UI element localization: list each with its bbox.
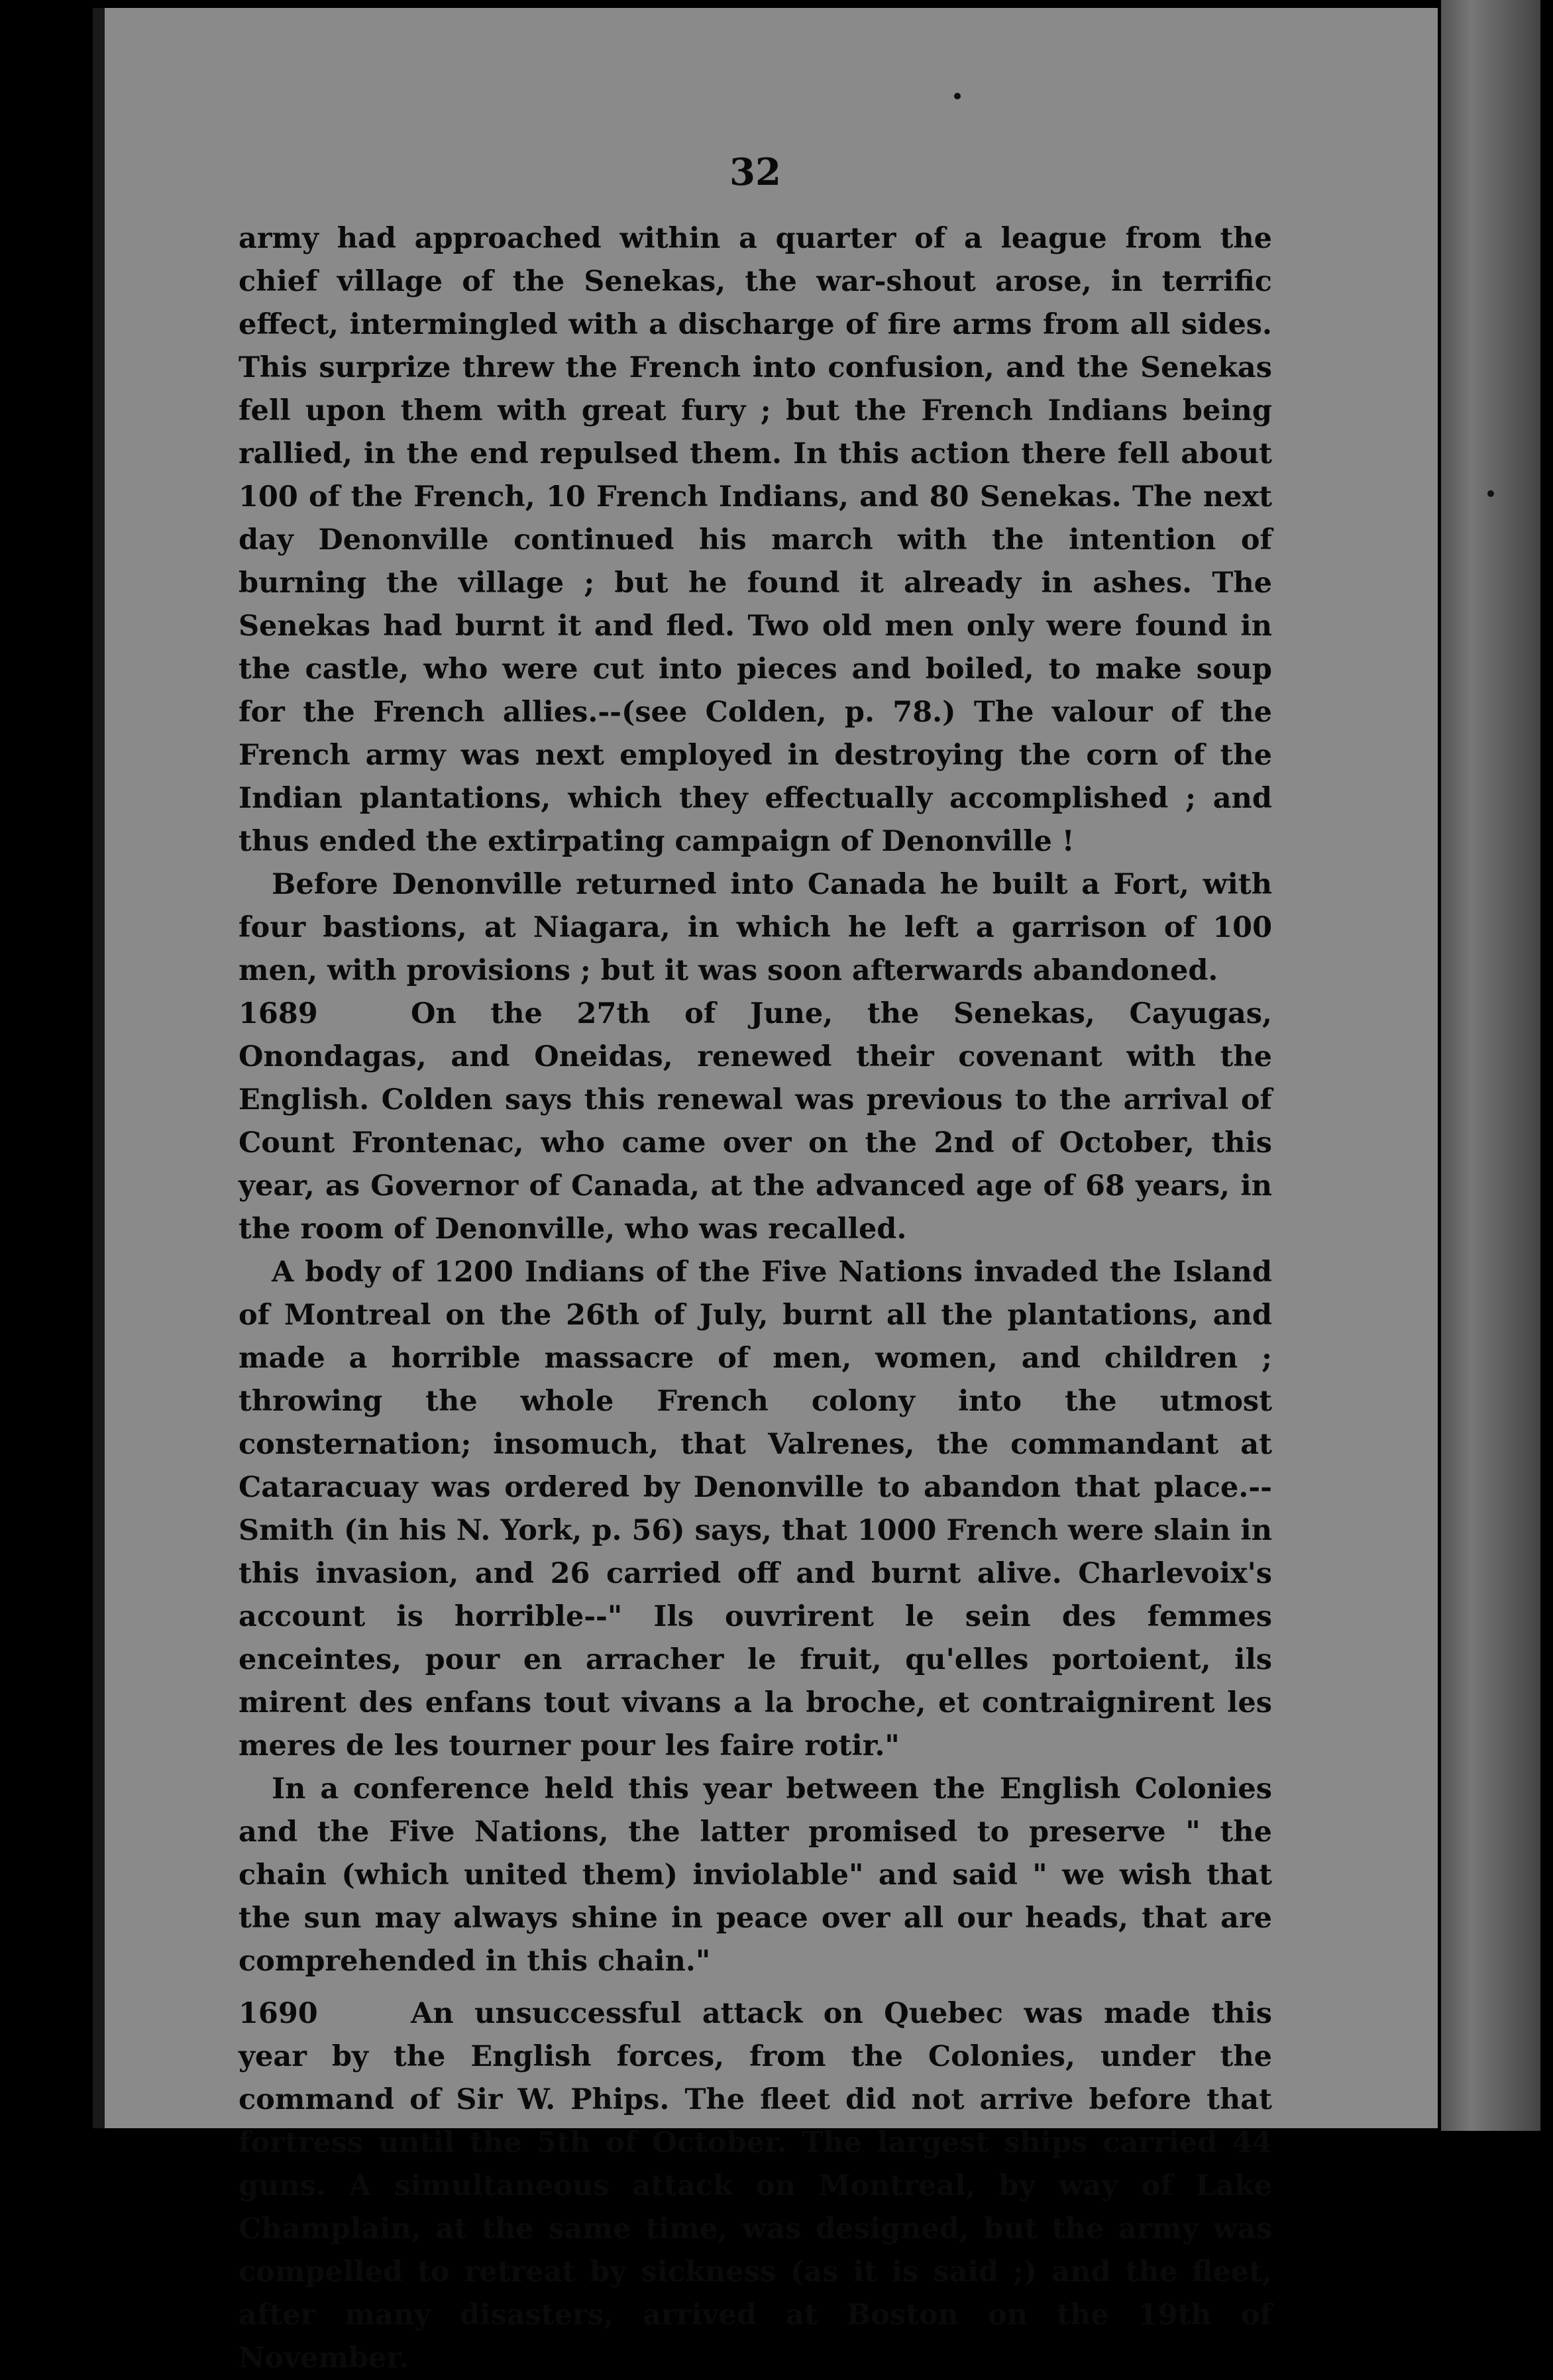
year-1690: 1690 — [239, 1997, 318, 2030]
ink-speck — [954, 93, 961, 99]
facing-page-edge — [1441, 0, 1540, 2131]
ink-speck — [1487, 490, 1494, 497]
paragraph-1690 — [239, 1992, 1272, 2380]
paragraph-4: A body of 1200 Indians of the Five Nations invaded the Island of Montreal on the 26th of July, burnt all the plantations, and made a horrible massacre of men, women, and children ; throwing the whole French colony into the utmost consternation; insomuch, that Valrenes, the commandant at Cataracuay was ordered by Denonville to abandon that place.--Smith (in his N. York, p. 56) says, that 1000 French were slain in this invasion, and 26 carried off and burnt alive. Charlevoix's account is horrible--" Ils ouvrirent le sein des femmes enceintes, pour en arracher le fruit, qu'elles portoient, ils mirent des enfans tout vivans a la broche, et contraignirent les meres de les tourner pour les faire rotir." — [239, 1256, 1272, 1762]
paragraph-1: army had approached within a quarter of a league from the chief village of the Senekas, the war-shout arose, in terrific effect, intermingled with a discharge of fire arms from all sides. This surprize threw the French into confusion, and the Senekas fell upon them with great fury ; but the French Indians being rallied, in the end repulsed them. In this action there fell about 100 of the French, 10 French Indians, and 80 Senekas. The next day Denonville continued his march with the intention of burning the village ; but he found it already in ashes. The Senekas had burnt it and fled. Two old men only were found in the castle, who were cut into pieces and boiled, to make soup for the French allies.--(see Colden, p. 78.) The valour of the French army was next employed in destroying the corn of the Indian plantations, which they effectually accomplished ; and thus ended the extirpating campaign of Denonville ! — [239, 222, 1272, 858]
paragraph-1689-text: On the 27th of June, the Senekas, Cayugas, Onondagas, and Oneidas, renewed their covenant with the English. Colden says this renewal was previous to the arrival of Count Frontenac, who came over on the 2nd of October, this year, as Governor of Canada, at the advanced age of 68 years, in the room of Denonville, who was recalled. — [239, 997, 1272, 1246]
paragraph-1689 — [239, 993, 1272, 1251]
page-number: 32 — [729, 150, 781, 194]
paragraph-5: In a conference held this year between the English Colonies and the Five Nations, the latter promised to preserve " the chain (which united them) inviolable" and said " we wish that the sun may always shine in peace over all our heads, that are comprehended in this chain." — [239, 1772, 1272, 1978]
paragraph-2: Before Denonville returned into Canada he built a Fort, with four bastions, at Niagara, in which he left a garrison of 100 men, with provisions ; but it was soon afterwards abandoned. — [239, 868, 1272, 987]
paragraph-1690-text: An unsuccessful attack on Quebec was made this year by the English forces, from the Colonies, under the command of Sir W. Phips. The fleet did not arrive before that fortress until the 5th of October. The largest ships carried 44 guns. A simultaneous attack on Montreal, by way of Lake Champlain, at the same time, was designed, but the army was compelled to retreat by sickness (as it is said ;) and the fleet, after many disasters, arrived at Boston on the 19th of November. — [239, 1997, 1272, 2375]
page-text — [239, 146, 1272, 2380]
year-1689: 1689 — [239, 997, 318, 1030]
